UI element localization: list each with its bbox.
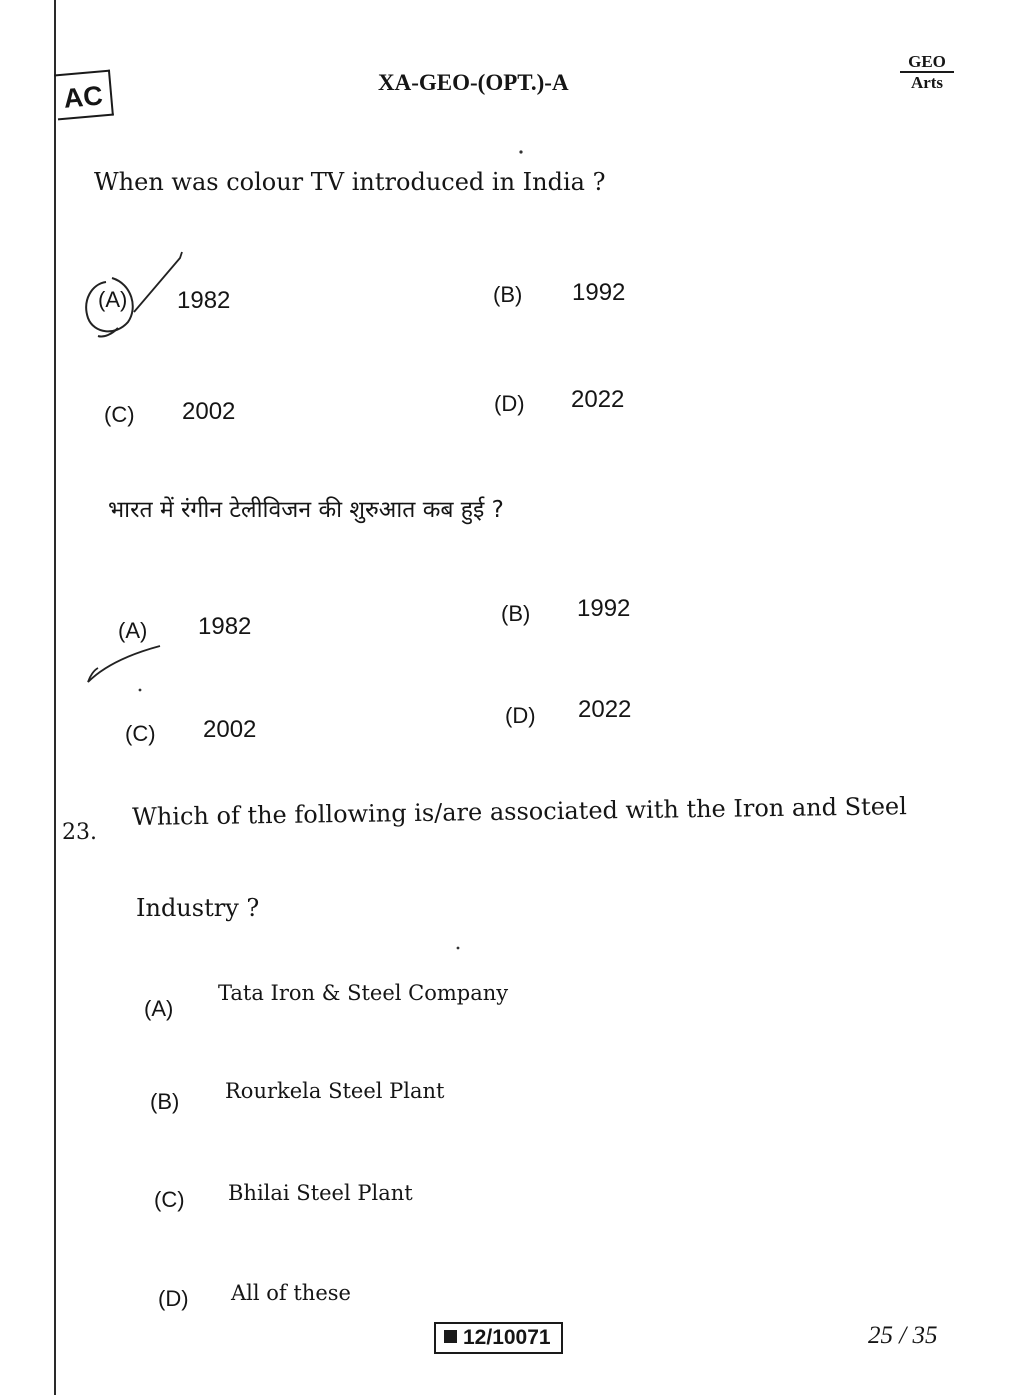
option-b-value-en[interactable]: 1992: [572, 279, 626, 306]
question-22-hi: भारत में रंगीन टेलीविजन की शुरुआत कब हुई ?: [108, 497, 504, 523]
option-c-label-q23[interactable]: (C): [154, 1187, 185, 1212]
option-b-label-hi[interactable]: (B): [501, 601, 531, 626]
option-b-value-hi[interactable]: 1992: [577, 595, 631, 622]
option-d-value-en[interactable]: 2022: [571, 386, 625, 413]
tick-mark-icon: [88, 646, 160, 682]
option-d-value-hi[interactable]: 2022: [578, 696, 632, 723]
question-23-number: 23.: [62, 820, 97, 845]
option-b-label-en[interactable]: (B): [493, 282, 523, 307]
tick-mark-icon: [134, 252, 182, 312]
subject-top: GEO: [900, 52, 954, 73]
option-a-value-en[interactable]: 1982: [177, 287, 231, 314]
speck-icon: [519, 150, 522, 153]
option-c-value-hi[interactable]: 2002: [203, 716, 257, 743]
option-a-text-q23[interactable]: Tata Iron & Steel Company: [218, 981, 509, 1005]
speck-icon: [457, 947, 460, 950]
option-a-label-en[interactable]: (A): [98, 287, 128, 312]
option-c-label-en[interactable]: (C): [104, 402, 135, 427]
option-a-value-hi[interactable]: 1982: [198, 613, 252, 640]
option-c-value-en[interactable]: 2002: [182, 398, 236, 425]
question-22-en: When was colour TV introduced in India ?: [94, 168, 606, 196]
option-b-text-q23[interactable]: Rourkela Steel Plant: [225, 1079, 445, 1103]
option-b-label-q23[interactable]: (B): [150, 1089, 180, 1114]
footer-code: 12/10071: [463, 1326, 551, 1349]
option-a-label-hi[interactable]: (A): [118, 618, 148, 643]
page-number: 25 / 35: [868, 1322, 938, 1349]
option-d-text-q23[interactable]: All of these: [231, 1281, 351, 1305]
paper-code: XA-GEO-(OPT.)-A: [378, 70, 569, 95]
option-a-label-q23[interactable]: (A): [144, 996, 174, 1021]
subject-bottom: Arts: [910, 73, 944, 92]
circle-mark-icon: [86, 278, 133, 331]
option-c-label-hi[interactable]: (C): [125, 721, 156, 746]
option-d-label-en[interactable]: (D): [494, 391, 525, 416]
option-d-label-hi[interactable]: (D): [505, 703, 536, 728]
question-23-line2: Industry ?: [136, 894, 260, 922]
question-23-line1: Which of the following is/are associated with the Iron and Steel: [132, 792, 907, 831]
ac-stamp: AC: [54, 70, 114, 121]
speck-icon: [139, 689, 142, 692]
option-c-text-q23[interactable]: Bhilai Steel Plant: [228, 1181, 413, 1205]
option-d-label-q23[interactable]: (D): [158, 1286, 189, 1311]
